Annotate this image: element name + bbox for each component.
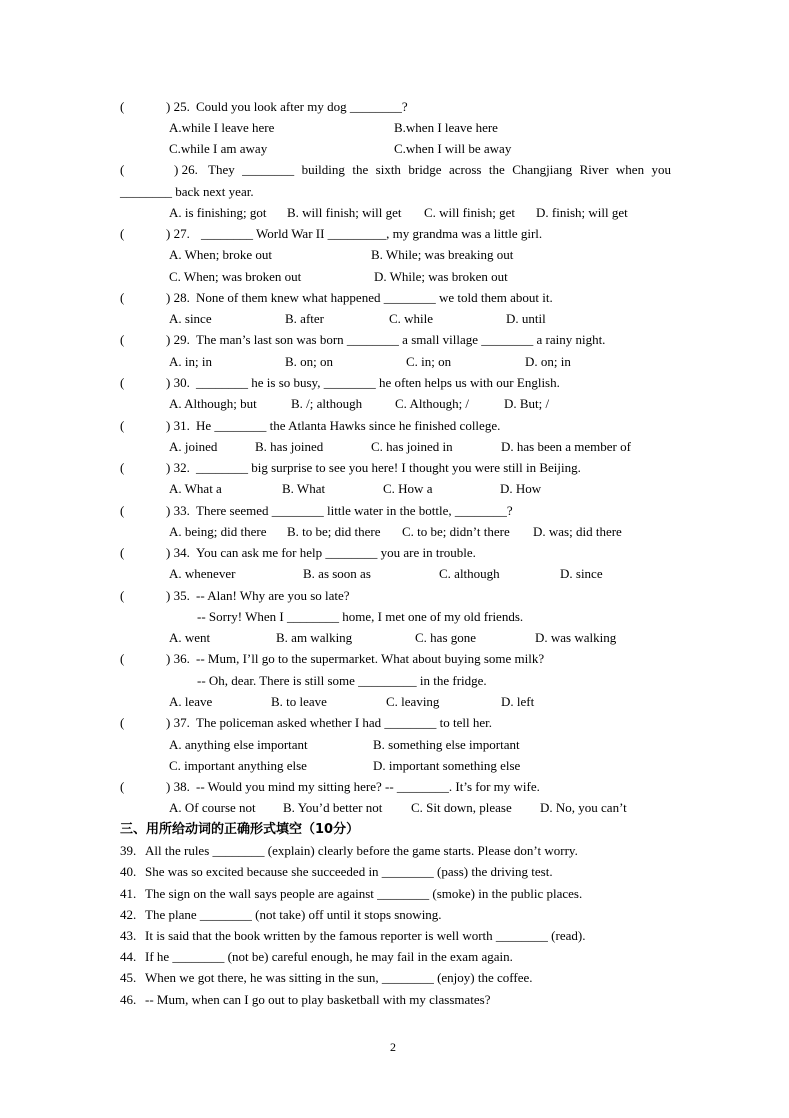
- item-text: All the rules ________ (explain) clearly before the game starts. Please don’t worry.: [145, 843, 578, 858]
- item-text: She was so excited because she succeeded in ________ (pass) the driving test.: [145, 864, 553, 879]
- question-stem: The man’s last son was born ________ a small village ________ a rainy night.: [196, 332, 606, 347]
- option: A. is finishing; got: [169, 205, 267, 220]
- answer-paren: (: [120, 588, 125, 603]
- option: C. in; on: [406, 354, 452, 369]
- option: B. to leave: [271, 694, 327, 709]
- option: D. until: [506, 311, 546, 326]
- option: C. When; was broken out: [169, 269, 302, 284]
- question-number: ) 38.: [166, 779, 190, 794]
- option: B. You’d better not: [283, 800, 383, 815]
- option: B. am walking: [276, 630, 353, 645]
- option: A. went: [169, 630, 211, 645]
- answer-paren: (: [120, 715, 125, 730]
- option: A. in; in: [169, 354, 212, 369]
- page-number: 2: [390, 1040, 396, 1054]
- option: C. will finish; get: [424, 205, 515, 220]
- question-stem: There seemed ________ little water in the bottle, ________?: [196, 503, 513, 518]
- option: A.while I leave here: [169, 120, 275, 135]
- option: C. has joined in: [371, 439, 453, 454]
- question-number: ) 33.: [166, 503, 190, 518]
- item-number: 40.: [120, 864, 137, 879]
- option: B.when I leave here: [394, 120, 498, 135]
- option: B. While; was breaking out: [371, 247, 514, 262]
- option: D. How: [500, 481, 542, 496]
- question-number: ) 32.: [166, 460, 190, 475]
- option: B. will finish; will get: [287, 205, 402, 220]
- option: A. Of course not: [169, 800, 256, 815]
- question-stem: He ________ the Atlanta Hawks since he finished college.: [196, 418, 501, 433]
- answer-paren: (: [120, 162, 125, 177]
- answer-paren: (: [120, 503, 125, 518]
- option: B. as soon as: [303, 566, 371, 581]
- option: D. important something else: [373, 758, 521, 773]
- question-number: ) 30.: [166, 375, 190, 390]
- item-text: The plane ________ (not take) off until it stops snowing.: [145, 907, 442, 922]
- option: C. leaving: [386, 694, 440, 709]
- question-stem: The policeman asked whether I had ________ to tell her.: [196, 715, 493, 730]
- question-number: ) 34.: [166, 545, 190, 560]
- option: A. leave: [169, 694, 213, 709]
- option: A. being; did there: [169, 524, 267, 539]
- answer-paren: (: [120, 651, 125, 666]
- option: D. on; in: [525, 354, 571, 369]
- answer-paren: (: [120, 332, 125, 347]
- question-stem: You can ask me for help ________ you are in trouble.: [196, 545, 476, 560]
- option: A. Although; but: [169, 396, 257, 411]
- option: B. has joined: [255, 439, 324, 454]
- question-26-stem-cont: ________ back next year.: [120, 184, 254, 199]
- question-stem: None of them knew what happened ________ we told them about it.: [196, 290, 553, 305]
- question-number: ) 31.: [166, 418, 190, 433]
- question-number: ) 35.: [166, 588, 190, 603]
- question-number: ) 25.: [166, 99, 190, 114]
- answer-paren: (: [120, 418, 125, 433]
- option: D. No, you can’t: [540, 800, 627, 815]
- item-number: 43.: [120, 928, 137, 943]
- item-number: 45.: [120, 970, 137, 985]
- question-stem: They ________ building the sixth bridge across the Changjiang River when you: [208, 162, 671, 177]
- question-stem: -- Alan! Why are you so late?: [196, 588, 350, 603]
- option: A. whenever: [169, 566, 236, 581]
- question-stem: -- Mum, I’ll go to the supermarket. What about buying some milk?: [196, 651, 545, 666]
- option: A. anything else important: [169, 737, 308, 752]
- option: C.while I am away: [169, 141, 268, 156]
- option: A. joined: [169, 439, 218, 454]
- question-stem: -- Would you mind my sitting here? -- ________. It’s for my wife.: [196, 779, 540, 794]
- answer-paren: (: [120, 375, 125, 390]
- item-number: 41.: [120, 886, 137, 901]
- option: A. When; broke out: [169, 247, 273, 262]
- option: B. something else important: [373, 737, 520, 752]
- item-text: If he ________ (not be) careful enough, he may fail in the exam again.: [145, 949, 513, 964]
- option: C.when I will be away: [394, 141, 512, 156]
- option: B. What: [282, 481, 326, 496]
- question-36-reply: -- Oh, dear. There is still some _________ in the fridge.: [197, 673, 487, 688]
- answer-paren: (: [120, 460, 125, 475]
- question-number: ) 28.: [166, 290, 190, 305]
- question-number: ) 29.: [166, 332, 190, 347]
- question-number: ) 27.: [166, 226, 190, 241]
- option: C. Sit down, please: [411, 800, 512, 815]
- option: C. important anything else: [169, 758, 307, 773]
- answer-paren: (: [120, 545, 125, 560]
- option: A. What a: [169, 481, 222, 496]
- item-text: It is said that the book written by the famous reporter is well worth ________ (read).: [145, 928, 586, 943]
- option: B. /; although: [291, 396, 363, 411]
- option: C. Although; /: [395, 396, 470, 411]
- item-text: When we got there, he was sitting in the sun, ________ (enjoy) the coffee.: [145, 970, 533, 985]
- option: C. while: [389, 311, 434, 326]
- item-number: 46.: [120, 992, 137, 1007]
- question-stem: ________ he is so busy, ________ he often helps us with our English.: [196, 375, 560, 390]
- answer-paren: (: [120, 290, 125, 305]
- option: D. finish; will get: [536, 205, 628, 220]
- option: D. While; was broken out: [374, 269, 508, 284]
- item-number: 39.: [120, 843, 137, 858]
- option: C. How a: [383, 481, 433, 496]
- question-stem: Could you look after my dog ________?: [196, 99, 408, 114]
- question-stem: ________ big surprise to see you here! I thought you were still in Beijing.: [196, 460, 581, 475]
- question-number: ) 37.: [166, 715, 190, 730]
- option: A. since: [169, 311, 212, 326]
- option: C. although: [439, 566, 500, 581]
- option: D. was; did there: [533, 524, 622, 539]
- option: B. after: [285, 311, 324, 326]
- option: D. was walking: [535, 630, 617, 645]
- question-stem: ________ World War II _________, my grandma was a little girl.: [201, 226, 543, 241]
- option: B. on; on: [285, 354, 334, 369]
- question-number: ) 36.: [166, 651, 190, 666]
- item-text: The sign on the wall says people are against ________ (smoke) in the public places.: [145, 886, 583, 901]
- option: C. to be; didn’t there: [402, 524, 510, 539]
- question-number: ) 26.: [174, 162, 198, 177]
- item-text: -- Mum, when can I go out to play basketball with my classmates?: [145, 992, 491, 1007]
- section-title: 三、用所给动词的正确形式填空（10分）: [120, 822, 360, 837]
- option: D. has been a member of: [501, 439, 631, 454]
- question-35-reply: -- Sorry! When I ________ home, I met one of my old friends.: [197, 609, 524, 624]
- option: C. has gone: [415, 630, 477, 645]
- answer-paren: (: [120, 226, 125, 241]
- item-number: 44.: [120, 949, 137, 964]
- option: B. to be; did there: [287, 524, 381, 539]
- item-number: 42.: [120, 907, 137, 922]
- option: D. left: [501, 694, 535, 709]
- answer-paren: (: [120, 99, 125, 114]
- option: D. since: [560, 566, 603, 581]
- answer-paren: (: [120, 779, 125, 794]
- option: D. But; /: [504, 396, 550, 411]
